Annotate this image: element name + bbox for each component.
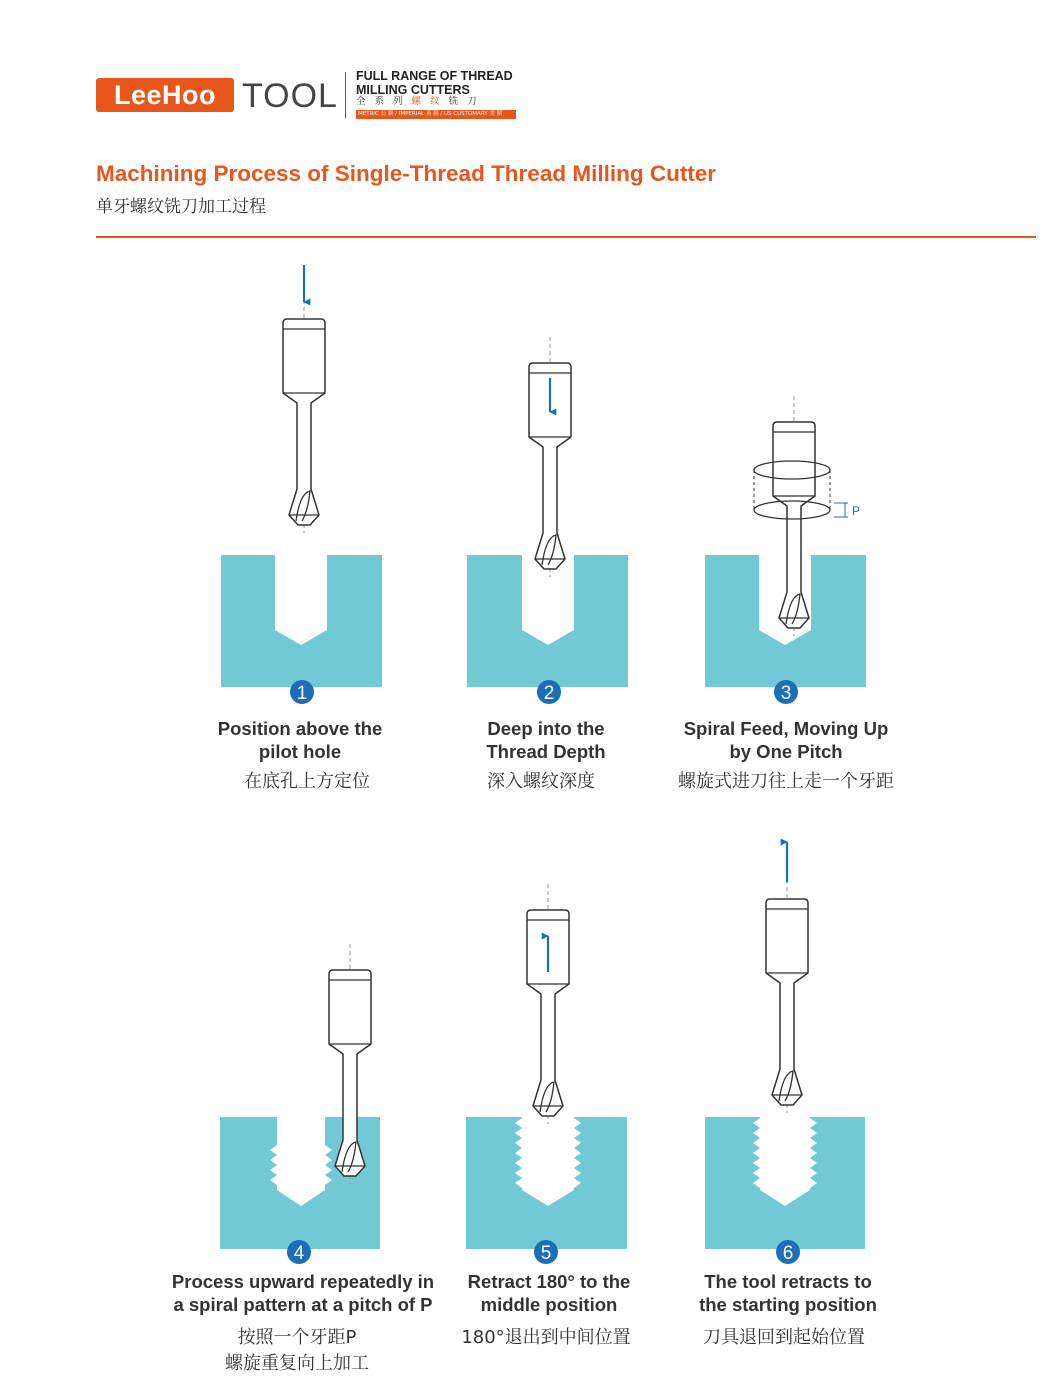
label-line: 刀具退回到起始位置 bbox=[703, 1327, 865, 1348]
brand-logo: LeeHoo bbox=[96, 78, 234, 112]
step-5-illustration bbox=[466, 884, 627, 1264]
label-line: Position above the bbox=[217, 718, 383, 739]
step-6-label-cn bbox=[624, 1325, 944, 1351]
step-number: 4 bbox=[293, 1243, 305, 1264]
step-number: 1 bbox=[296, 683, 308, 704]
step-6-label-en bbox=[628, 1270, 948, 1316]
step-number: 3 bbox=[780, 683, 792, 704]
step-number: 6 bbox=[782, 1243, 794, 1264]
tagline-cn-char: 纹 bbox=[430, 96, 449, 107]
step-6-illustration bbox=[705, 842, 865, 1264]
label-line: Spiral Feed, Moving Up bbox=[683, 718, 889, 739]
label-line: 按照一个牙距P bbox=[237, 1327, 357, 1348]
tagline-cn-char: 系 bbox=[374, 96, 394, 107]
tagline-cn-char: 全 bbox=[356, 96, 375, 107]
label-line: middle position bbox=[480, 1294, 618, 1315]
label-line: 螺旋重复向上加工 bbox=[225, 1353, 369, 1374]
label-line: Thread Depth bbox=[486, 741, 606, 762]
tagline-cn-char: 螺 bbox=[411, 96, 431, 107]
cutter-body bbox=[766, 899, 808, 1105]
label-line: 180°退出到中间位置 bbox=[461, 1327, 631, 1348]
tagline-line1: FULL RANGE OF THREAD bbox=[356, 69, 513, 83]
label-line: 在底孔上方定位 bbox=[244, 771, 370, 792]
step-1-illustration bbox=[221, 265, 382, 704]
label-line: 螺旋式进刀往上走一个牙距 bbox=[678, 771, 894, 792]
workpiece-block bbox=[467, 555, 628, 687]
page-subtitle-cn: 单牙螺纹铣刀加工过程 bbox=[96, 197, 266, 217]
label-line: a spiral pattern at a pitch of P bbox=[173, 1294, 433, 1315]
workpiece-block bbox=[705, 1117, 865, 1249]
workpiece-block bbox=[466, 1117, 627, 1249]
step-2-illustration bbox=[467, 337, 628, 704]
tagline-line2: MILLING CUTTERS bbox=[356, 83, 470, 97]
workpiece-block bbox=[221, 555, 382, 687]
cutter-body bbox=[283, 319, 325, 525]
step-number: 5 bbox=[540, 1243, 552, 1264]
step-3-label-en bbox=[626, 717, 946, 763]
tagline-small: METRIC 公 制 / IMPERIAL 英 制 / US CUSTOMARY 美 制 bbox=[356, 110, 516, 119]
pitch-label: P bbox=[852, 504, 861, 518]
step-3-illustration bbox=[705, 396, 866, 704]
label-line: The tool retracts to bbox=[704, 1271, 872, 1292]
label-line: Process upward repeatedly in bbox=[171, 1271, 435, 1292]
label-line: pilot hole bbox=[258, 741, 342, 762]
label-line: Retract 180° to the bbox=[467, 1271, 631, 1292]
label-line: the starting position bbox=[699, 1294, 877, 1315]
step-3-label-cn bbox=[626, 769, 946, 795]
label-line: Deep into the bbox=[487, 718, 605, 739]
tagline-cn-char: 铣 bbox=[448, 96, 468, 107]
brand-tool-text: TOOL bbox=[242, 77, 338, 115]
cutter-body bbox=[773, 422, 815, 628]
tagline-cn-char: 刀 bbox=[467, 96, 486, 107]
page-title: Machining Process of Single-Thread Thread Milling Cutter bbox=[96, 161, 717, 186]
step-number: 2 bbox=[543, 683, 555, 704]
tagline-cn-char: 列 bbox=[393, 96, 412, 107]
step-4-illustration bbox=[220, 944, 380, 1264]
label-line: 深入螺纹深度 bbox=[487, 771, 595, 792]
label-line: by One Pitch bbox=[729, 741, 843, 762]
